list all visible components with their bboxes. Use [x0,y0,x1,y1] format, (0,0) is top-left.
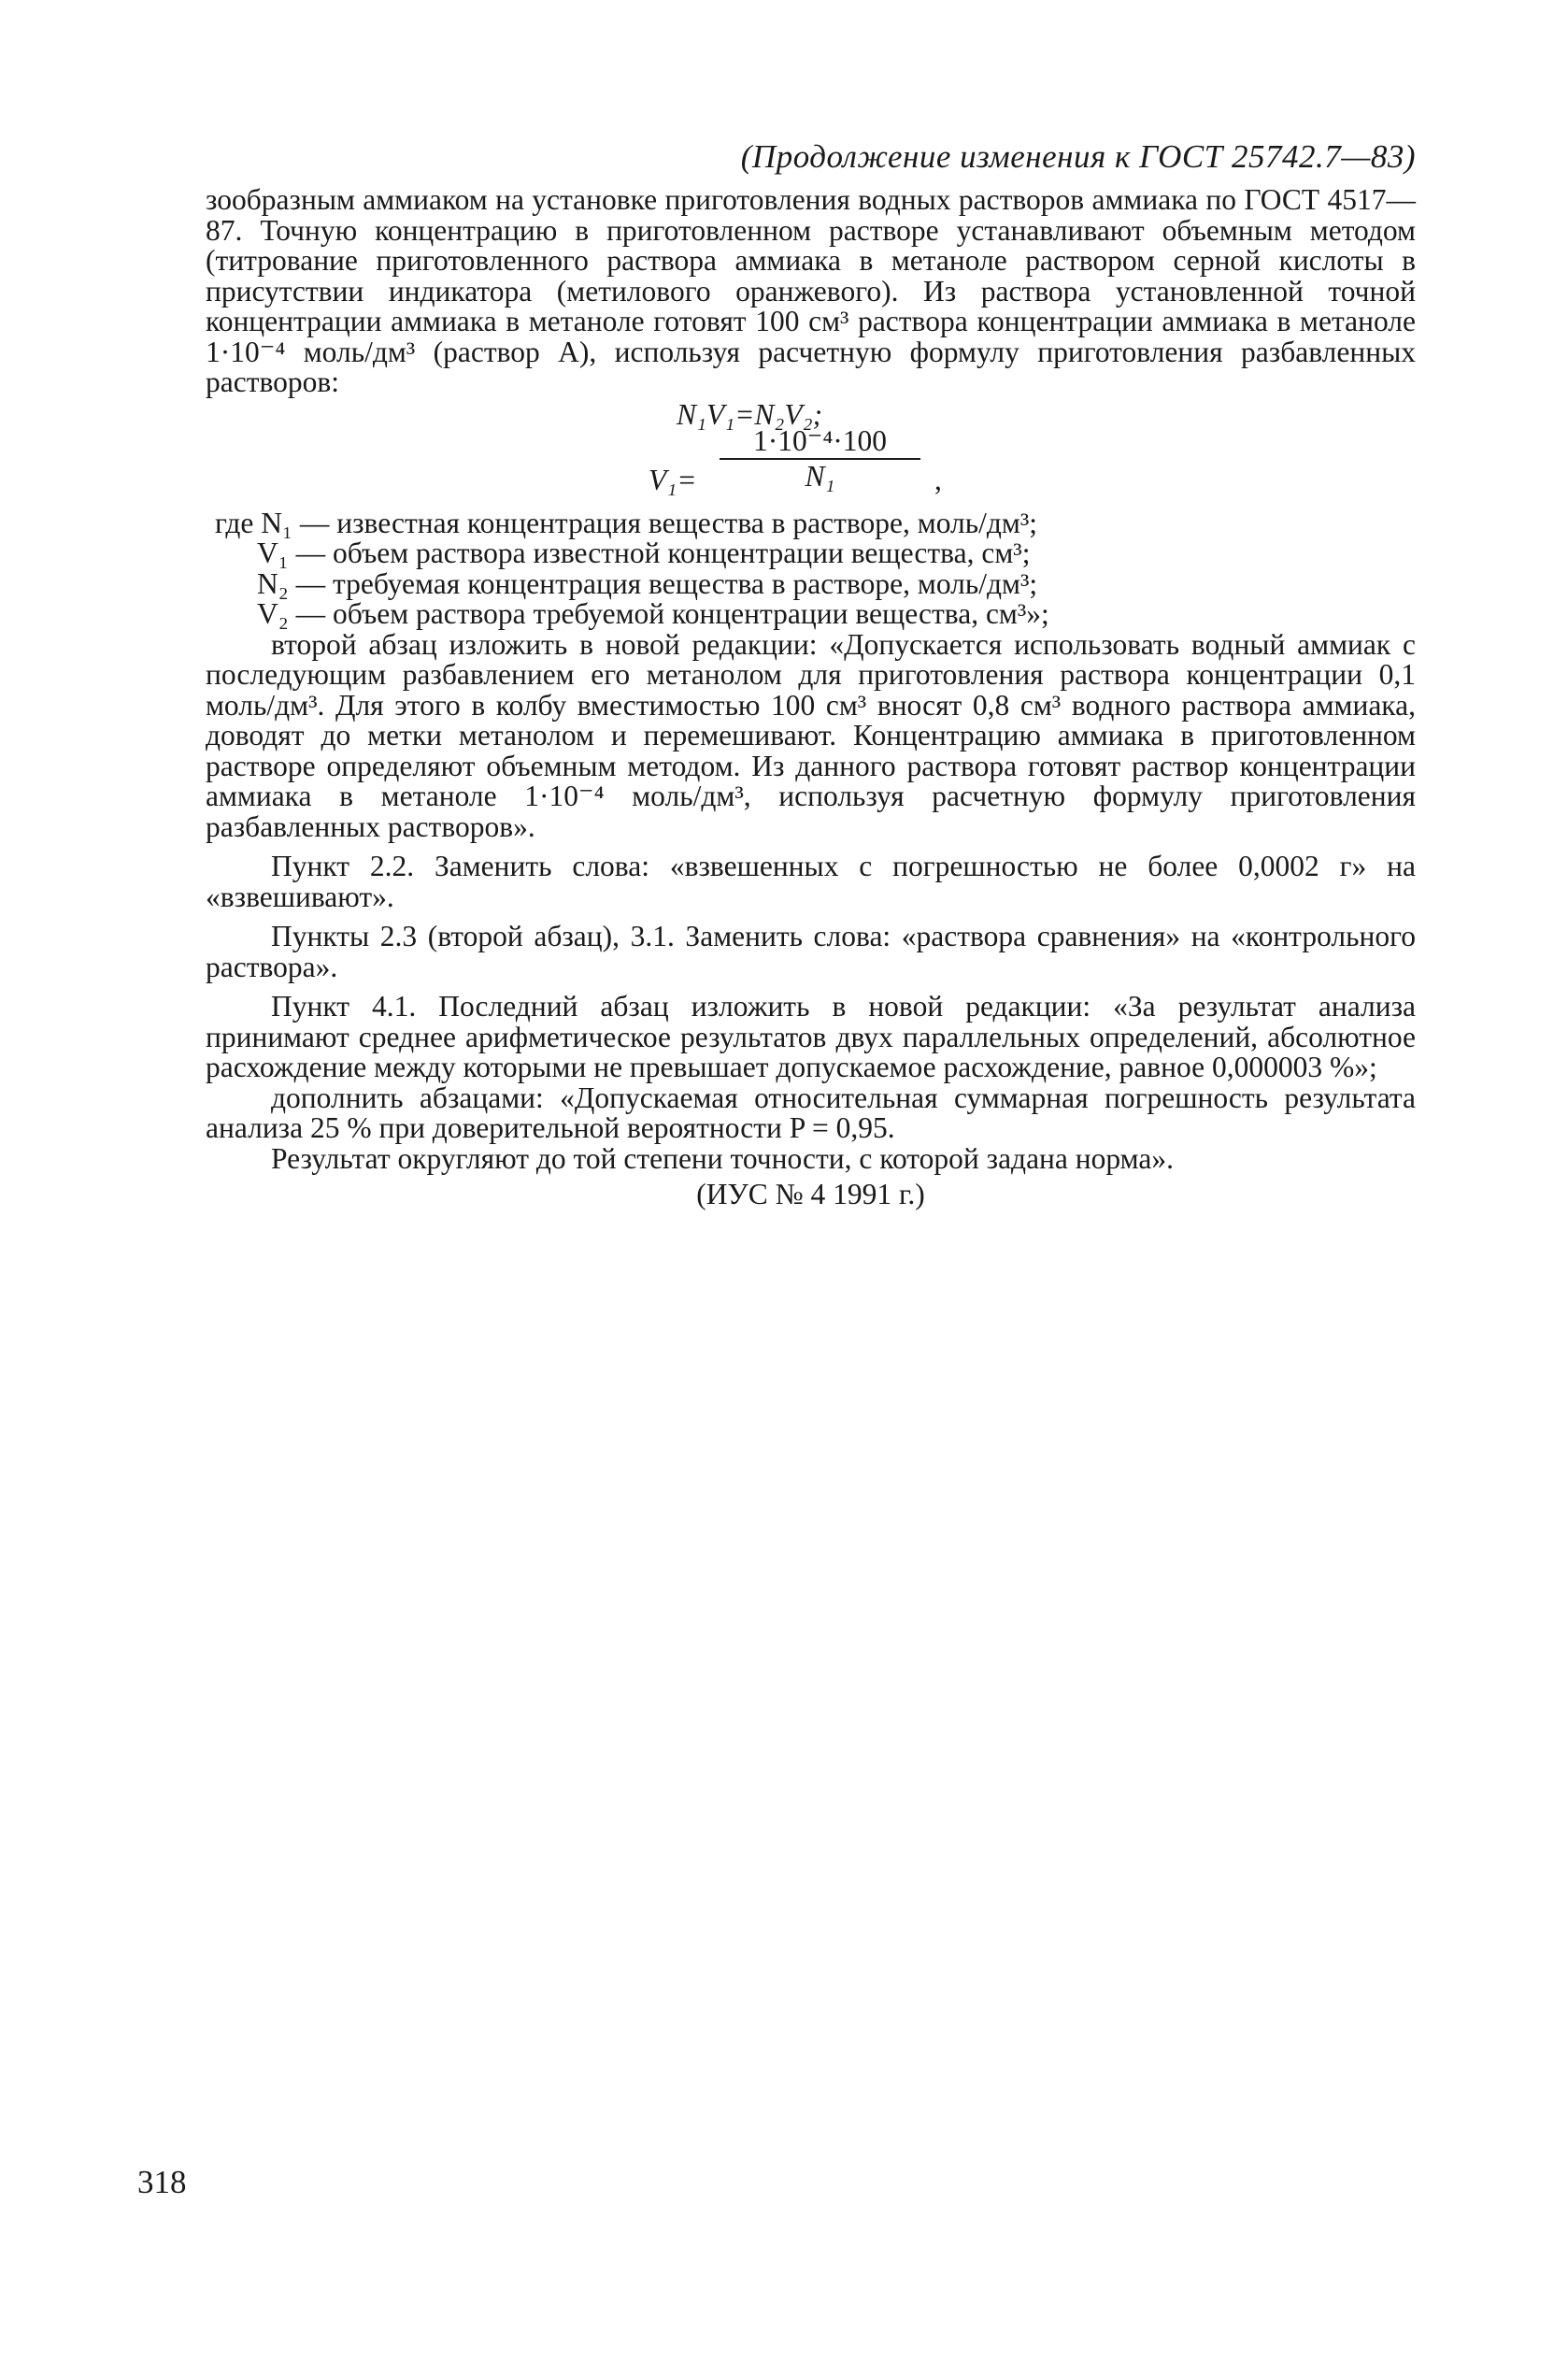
page-number: 318 [137,2164,187,2200]
formula-numerator: 1·10⁻⁴·100 [720,426,920,461]
formula-comma: , [934,463,942,496]
paragraph-item-2-2: Пункт 2.2. Заменить слова: «взвешенных с погрешностью не более 0,0002 г» на «взвешивают». [206,850,1416,913]
source-reference: (ИУС № 4 1991 г.) [696,1178,925,1210]
definition-v1: V₁ — объем раствора известной концентрации вещества, см³; [257,537,1031,569]
definition-n1: где N₁ — известная концентрация вещества в растворе, моль/дм³; [215,506,1038,539]
dilution-formula [206,398,1416,508]
definition-n2: N₂ — требуемая концентрация вещества в растворе, моль/дм³; [257,566,1038,600]
paragraph-items-2-3-3-1: Пункты 2.3 (второй абзац), 3.1. Заменить слова: «раствора сравнения» на «контрольного раствора». [206,920,1416,983]
main-text [206,185,1416,1210]
formula-denominator: N₁ [805,460,835,493]
paragraph-item-4-1: Пункт 4.1. Последний абзац изложить в новой редакции: «За результат анализа принимают среднее арифметическое результатов двух параллельных определений, абсолютное расхождение между которыми не превышает допускаемое расхождение, равное 0,000003 %»; [206,990,1416,1083]
definition-v2: V₂ — объем раствора требуемой концентрации вещества, см³»; [257,597,1049,630]
paragraph-addition: дополнить абзацами: «Допускаемая относительная суммарная погрешность результата анализа 25 % при доверительной вероятности P = 0,95. [206,1081,1416,1144]
intro-paragraph: зообразным аммиаком на установке приготовления водных растворов аммиака по ГОСТ 4517—87. Точную концентрацию в приготовленном растворе устанавливают объемным методом (титрование приготовленного раствора аммиака в метаноле раствором серной кислоты в присутствии индикатора (метилового оранжевого). Из раствора установленной точной концентрации аммиака в метаноле готовят 100 см³ раствора концентрации аммиака в метаноле 1·10⁻⁴ моль/дм³ (раствор А), используя расчетную формулу приготовления разбавленных растворов: [206,183,1416,398]
paragraph-second-abzac: второй абзац изложить в новой редакции: «Допускается использовать водный аммиак с последующим разбавлением его метанолом для приготовления раствора концентрации 0,1 моль/дм³. Для этого в колбу вместимостью 100 см³ вносят 0,8 см³ водного раствора аммиака, доводят до метки метанолом и перемешивают. Концентрацию аммиака в приготовленном растворе определяют объемным методом. Из данного раствора готовят раствор концентрации аммиака в метаноле 1·10⁻⁴ моль/дм³, используя расчетную формулу приготовления разбавленных растворов». [206,627,1416,843]
variable-definitions [206,508,1416,630]
paragraph-rounding: Результат округляют до той степени точности, с которой задана норма». [271,1141,1174,1175]
running-header: (Продолжение изменения к ГОСТ 25742.7—83) [740,138,1416,175]
formula-fraction [720,423,920,493]
formula-equality: N₁V₁=N₂V₂; [677,397,823,431]
formula-lhs: V₁= [649,463,697,496]
